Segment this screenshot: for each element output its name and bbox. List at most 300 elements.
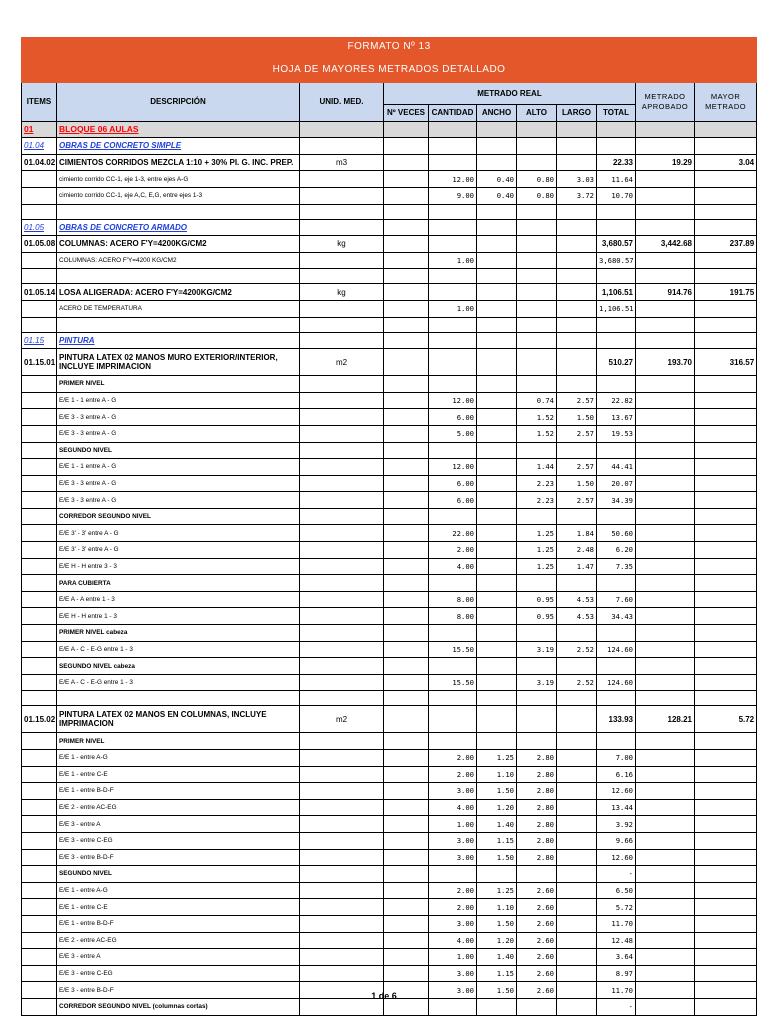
cell-ancho (477, 459, 517, 476)
cell-mayor: 191.75 (695, 284, 757, 301)
cell-aprobado (636, 899, 695, 916)
cell-cantidad (429, 575, 477, 592)
cell-mayor (695, 525, 757, 542)
cell-desc: PINTURA (57, 332, 300, 349)
cell-cantidad: 8.00 (429, 591, 477, 608)
cell-ancho (477, 608, 517, 625)
cell-unit (300, 591, 384, 608)
header-descripcion: DESCRIPCIÓN (57, 83, 300, 122)
cell-ancho (477, 492, 517, 509)
cell-veces (384, 733, 429, 750)
cell-unit (300, 832, 384, 849)
cell-unit (300, 392, 384, 409)
cell-cantidad: 5.00 (429, 425, 477, 442)
cell-mayor (695, 459, 757, 476)
cell-ancho: 1.50 (477, 982, 517, 999)
cell-code (22, 459, 57, 476)
cell-largo (557, 349, 597, 376)
cell-largo (557, 832, 597, 849)
table-row (22, 608, 757, 625)
cell-cantidad: 6.00 (429, 475, 477, 492)
cell-cantidad (429, 204, 477, 219)
cell-aprobado (636, 542, 695, 559)
table-row (22, 459, 757, 476)
table-row (22, 899, 757, 916)
cell-aprobado (636, 252, 695, 269)
cell-desc: E/E 3 - 3 entre A - G (57, 475, 300, 492)
cell-cantidad: 4.00 (429, 558, 477, 575)
cell-cantidad: 6.00 (429, 409, 477, 426)
cell-code: 01 (22, 121, 57, 138)
cell-mayor (695, 542, 757, 559)
cell-code (22, 965, 57, 982)
cell-code (22, 691, 57, 706)
cell-unit (300, 799, 384, 816)
cell-veces (384, 706, 429, 733)
cell-largo (557, 882, 597, 899)
cell-alto (517, 733, 557, 750)
cell-total: 20.07 (597, 475, 636, 492)
table-row (22, 442, 757, 459)
cell-largo (557, 154, 597, 171)
cell-mayor (695, 317, 757, 332)
cell-ancho (477, 376, 517, 393)
cell-cantidad (429, 138, 477, 155)
cell-total: 124.60 (597, 641, 636, 658)
cell-alto: 2.80 (517, 783, 557, 800)
cell-cantidad (429, 269, 477, 284)
cell-total (597, 204, 636, 219)
cell-ancho (477, 591, 517, 608)
cell-veces (384, 641, 429, 658)
cell-alto (517, 236, 557, 253)
cell-largo (557, 965, 597, 982)
cell-desc: OBRAS DE CONCRETO ARMADO (57, 219, 300, 236)
cell-aprobado (636, 459, 695, 476)
cell-ancho: 1.25 (477, 882, 517, 899)
cell-veces (384, 915, 429, 932)
cell-ancho (477, 332, 517, 349)
cell-largo: 1.47 (557, 558, 597, 575)
cell-desc: E/E 2 - entre AC-EG (57, 932, 300, 949)
cell-aprobado (636, 409, 695, 426)
cell-desc: E/E 1 - entre B-D-F (57, 783, 300, 800)
cell-veces (384, 284, 429, 301)
cell-desc: E/E H - H entre 1 - 3 (57, 608, 300, 625)
cell-mayor (695, 558, 757, 575)
cell-veces (384, 459, 429, 476)
table-row (22, 965, 757, 982)
cell-alto: 2.60 (517, 949, 557, 966)
cell-total: 8.97 (597, 965, 636, 982)
cell-alto (517, 575, 557, 592)
cell-code (22, 376, 57, 393)
cell-cantidad: 22.00 (429, 525, 477, 542)
cell-mayor (695, 204, 757, 219)
header-items: ITEMS (22, 83, 57, 122)
cell-total (597, 317, 636, 332)
cell-unit (300, 750, 384, 767)
table-row (22, 284, 757, 301)
cell-ancho (477, 691, 517, 706)
cell-veces (384, 949, 429, 966)
cell-unit (300, 949, 384, 966)
table-row (22, 236, 757, 253)
cell-desc: CIMIENTOS CORRIDOS MEZCLA 1:10 + 30% PI. G. INC. PREP. (57, 154, 300, 171)
cell-largo: 3.72 (557, 187, 597, 204)
table-row (22, 542, 757, 559)
cell-mayor (695, 171, 757, 188)
cell-largo (557, 575, 597, 592)
cell-mayor (695, 882, 757, 899)
cell-ancho (477, 154, 517, 171)
header-mayor: MAYOR METRADO (695, 83, 757, 122)
cell-cantidad: 1.00 (429, 816, 477, 833)
cell-largo (557, 915, 597, 932)
cell-mayor (695, 750, 757, 767)
cell-mayor: 3.04 (695, 154, 757, 171)
cell-largo (557, 932, 597, 949)
cell-largo (557, 799, 597, 816)
cell-veces (384, 376, 429, 393)
cell-unit (300, 849, 384, 866)
cell-veces (384, 766, 429, 783)
cell-alto: 2.80 (517, 799, 557, 816)
cell-veces (384, 171, 429, 188)
cell-cantidad: 3.00 (429, 849, 477, 866)
cell-cantidad (429, 442, 477, 459)
cell-desc: E/E H - H entre 3 - 3 (57, 558, 300, 575)
cell-aprobado (636, 641, 695, 658)
cell-alto (517, 269, 557, 284)
cell-total: 5.72 (597, 899, 636, 916)
cell-veces (384, 300, 429, 317)
cell-largo (557, 625, 597, 642)
cell-largo (557, 269, 597, 284)
cell-unit: m2 (300, 349, 384, 376)
cell-aprobado (636, 392, 695, 409)
cell-cantidad (429, 154, 477, 171)
cell-desc: E/E 3 - 3 entre A - G (57, 492, 300, 509)
cell-cantidad: 12.00 (429, 392, 477, 409)
cell-aprobado (636, 492, 695, 509)
cell-alto: 3.19 (517, 674, 557, 691)
cell-total: 13.44 (597, 799, 636, 816)
cell-code: 01.05.08 (22, 236, 57, 253)
cell-total: 3,680.57 (597, 252, 636, 269)
cell-code (22, 508, 57, 525)
cell-total: 44.41 (597, 459, 636, 476)
cell-total: 12.60 (597, 849, 636, 866)
cell-aprobado (636, 317, 695, 332)
cell-aprobado (636, 733, 695, 750)
cell-total: - (597, 866, 636, 883)
cell-ancho (477, 317, 517, 332)
cell-cantidad (429, 284, 477, 301)
cell-alto (517, 317, 557, 332)
cell-code: 01.15 (22, 332, 57, 349)
cell-unit (300, 641, 384, 658)
cell-mayor (695, 121, 757, 138)
cell-desc: SEGUNDO NIVEL (57, 866, 300, 883)
cell-unit: m3 (300, 154, 384, 171)
cell-total (597, 658, 636, 675)
cell-aprobado (636, 608, 695, 625)
cell-alto: 1.52 (517, 409, 557, 426)
cell-desc: E/E 1 - entre B-D-F (57, 915, 300, 932)
header-aprobado: METRADO APROBADO (636, 83, 695, 122)
cell-mayor: 237.89 (695, 236, 757, 253)
cell-aprobado (636, 915, 695, 932)
cell-alto: 2.80 (517, 750, 557, 767)
cell-veces (384, 392, 429, 409)
cell-code (22, 300, 57, 317)
cell-alto: 1.25 (517, 525, 557, 542)
cell-aprobado: 128.21 (636, 706, 695, 733)
table-row (22, 187, 757, 204)
cell-total: 9.66 (597, 832, 636, 849)
cell-unit (300, 376, 384, 393)
table-row (22, 525, 757, 542)
cell-code: 01.15.02 (22, 706, 57, 733)
cell-mayor (695, 641, 757, 658)
cell-code (22, 409, 57, 426)
cell-total (597, 625, 636, 642)
cell-mayor (695, 591, 757, 608)
table-row (22, 625, 757, 642)
cell-veces (384, 816, 429, 833)
cell-desc: OBRAS DE CONCRETO SIMPLE (57, 138, 300, 155)
header-ancho: ANCHO (477, 105, 517, 122)
table-row (22, 915, 757, 932)
cell-largo (557, 899, 597, 916)
cell-desc: COLUMNAS: ACERO F'Y=4200 KG/CM2 (57, 252, 300, 269)
cell-aprobado (636, 766, 695, 783)
cell-desc: E/E 3 - entre C-EG (57, 832, 300, 849)
cell-mayor: 316.57 (695, 349, 757, 376)
cell-unit (300, 866, 384, 883)
cell-cantidad (429, 332, 477, 349)
cell-cantidad (429, 706, 477, 733)
table-row (22, 575, 757, 592)
cell-cantidad (429, 508, 477, 525)
cell-total (597, 269, 636, 284)
cell-code (22, 866, 57, 883)
cell-largo (557, 783, 597, 800)
cell-desc: E/E 3 - entre B-D-F (57, 849, 300, 866)
cell-desc (57, 317, 300, 332)
header-metrado-real: METRADO REAL (384, 83, 636, 105)
cell-veces (384, 932, 429, 949)
table-row (22, 674, 757, 691)
cell-veces (384, 832, 429, 849)
cell-mayor (695, 766, 757, 783)
cell-cantidad: 3.00 (429, 832, 477, 849)
cell-alto (517, 121, 557, 138)
cell-unit (300, 525, 384, 542)
cell-code (22, 674, 57, 691)
cell-alto: 0.80 (517, 171, 557, 188)
cell-ancho (477, 392, 517, 409)
cell-desc: E/E 3 - 3 entre A - G (57, 409, 300, 426)
cell-aprobado (636, 558, 695, 575)
table-row (22, 332, 757, 349)
table-row (22, 154, 757, 171)
cell-mayor (695, 608, 757, 625)
table-row (22, 866, 757, 883)
cell-code (22, 899, 57, 916)
cell-veces (384, 608, 429, 625)
cell-ancho: 1.50 (477, 849, 517, 866)
cell-veces (384, 425, 429, 442)
cell-code: 01.15.01 (22, 349, 57, 376)
cell-largo (557, 866, 597, 883)
cell-unit (300, 766, 384, 783)
cell-veces (384, 508, 429, 525)
metrado-table (21, 37, 757, 1016)
cell-unit (300, 300, 384, 317)
cell-aprobado (636, 219, 695, 236)
table-row (22, 949, 757, 966)
table-row (22, 317, 757, 332)
cell-aprobado (636, 849, 695, 866)
cell-desc: E/E A - A entre 1 - 3 (57, 591, 300, 608)
cell-cantidad: 15.50 (429, 674, 477, 691)
cell-desc: E/E 3 - entre C-EG (57, 965, 300, 982)
cell-largo (557, 691, 597, 706)
cell-cantidad (429, 376, 477, 393)
header-largo: LARGO (557, 105, 597, 122)
cell-largo: 4.53 (557, 591, 597, 608)
cell-total: 510.27 (597, 349, 636, 376)
cell-mayor (695, 332, 757, 349)
cell-alto (517, 284, 557, 301)
cell-code (22, 591, 57, 608)
cell-ancho: 1.25 (477, 750, 517, 767)
cell-largo: 2.57 (557, 492, 597, 509)
cell-largo (557, 849, 597, 866)
cell-desc: cimiento corrido CC-1, eje 1-3, entre ejes A-G (57, 171, 300, 188)
cell-total (597, 121, 636, 138)
cell-code (22, 608, 57, 625)
cell-code: 01.05.14 (22, 284, 57, 301)
cell-cantidad (429, 236, 477, 253)
table-row (22, 849, 757, 866)
cell-alto: 1.44 (517, 459, 557, 476)
cell-aprobado (636, 171, 695, 188)
cell-code: 01.04 (22, 138, 57, 155)
cell-mayor (695, 409, 757, 426)
cell-alto (517, 204, 557, 219)
cell-desc: CORREDOR SEGUNDO NIVEL (57, 508, 300, 525)
cell-cantidad: 2.00 (429, 882, 477, 899)
cell-ancho (477, 236, 517, 253)
cell-mayor (695, 899, 757, 916)
cell-ancho (477, 866, 517, 883)
cell-unit (300, 138, 384, 155)
table-row (22, 691, 757, 706)
cell-ancho (477, 138, 517, 155)
cell-aprobado (636, 204, 695, 219)
cell-total: 6.50 (597, 882, 636, 899)
cell-veces (384, 899, 429, 916)
cell-veces (384, 558, 429, 575)
cell-unit (300, 816, 384, 833)
cell-veces (384, 269, 429, 284)
header-alto: ALTO (517, 105, 557, 122)
cell-cantidad: 2.00 (429, 766, 477, 783)
cell-desc: E/E 3 - 3 entre A - G (57, 425, 300, 442)
cell-aprobado (636, 674, 695, 691)
cell-aprobado (636, 300, 695, 317)
cell-code (22, 204, 57, 219)
cell-desc: E/E 1 - entre A-G (57, 882, 300, 899)
cell-veces (384, 121, 429, 138)
cell-total: 6.16 (597, 766, 636, 783)
cell-total: - (597, 998, 636, 1015)
cell-unit (300, 783, 384, 800)
cell-veces (384, 882, 429, 899)
cell-total: 6.20 (597, 542, 636, 559)
cell-mayor (695, 965, 757, 982)
cell-desc: BLOQUE 06 AULAS (57, 121, 300, 138)
cell-cantidad: 9.00 (429, 187, 477, 204)
cell-unit (300, 171, 384, 188)
cell-alto (517, 625, 557, 642)
cell-cantidad: 3.00 (429, 783, 477, 800)
cell-cantidad (429, 691, 477, 706)
cell-alto: 2.80 (517, 766, 557, 783)
cell-mayor (695, 425, 757, 442)
cell-ancho (477, 425, 517, 442)
cell-veces (384, 204, 429, 219)
cell-desc: cimiento corrido CC-1, eje A,C, E,G, entre ejes 1-3 (57, 187, 300, 204)
cell-unit: kg (300, 284, 384, 301)
cell-largo: 1.50 (557, 475, 597, 492)
cell-largo (557, 706, 597, 733)
cell-mayor (695, 475, 757, 492)
cell-alto: 0.80 (517, 187, 557, 204)
cell-unit (300, 317, 384, 332)
cell-cantidad: 2.00 (429, 899, 477, 916)
cell-ancho (477, 409, 517, 426)
table-row (22, 425, 757, 442)
cell-desc: E/E 1 - entre A-G (57, 750, 300, 767)
cell-largo: 2.52 (557, 641, 597, 658)
cell-cantidad: 1.00 (429, 300, 477, 317)
cell-alto (517, 219, 557, 236)
cell-code (22, 558, 57, 575)
cell-total: 22.82 (597, 392, 636, 409)
table-row (22, 392, 757, 409)
table-row (22, 492, 757, 509)
cell-largo (557, 121, 597, 138)
cell-unit (300, 219, 384, 236)
cell-mayor (695, 392, 757, 409)
cell-code (22, 475, 57, 492)
cell-cantidad (429, 866, 477, 883)
cell-ancho: 1.40 (477, 816, 517, 833)
cell-desc: E/E 1 - 1 entre A - G (57, 392, 300, 409)
cell-veces (384, 317, 429, 332)
cell-cantidad (429, 349, 477, 376)
cell-veces (384, 591, 429, 608)
cell-ancho (477, 525, 517, 542)
cell-desc: COLUMNAS: ACERO F'Y=4200KG/CM2 (57, 236, 300, 253)
cell-total: 11.64 (597, 171, 636, 188)
cell-largo: 2.52 (557, 674, 597, 691)
cell-desc: SEGUNDO NIVEL cabeza (57, 658, 300, 675)
